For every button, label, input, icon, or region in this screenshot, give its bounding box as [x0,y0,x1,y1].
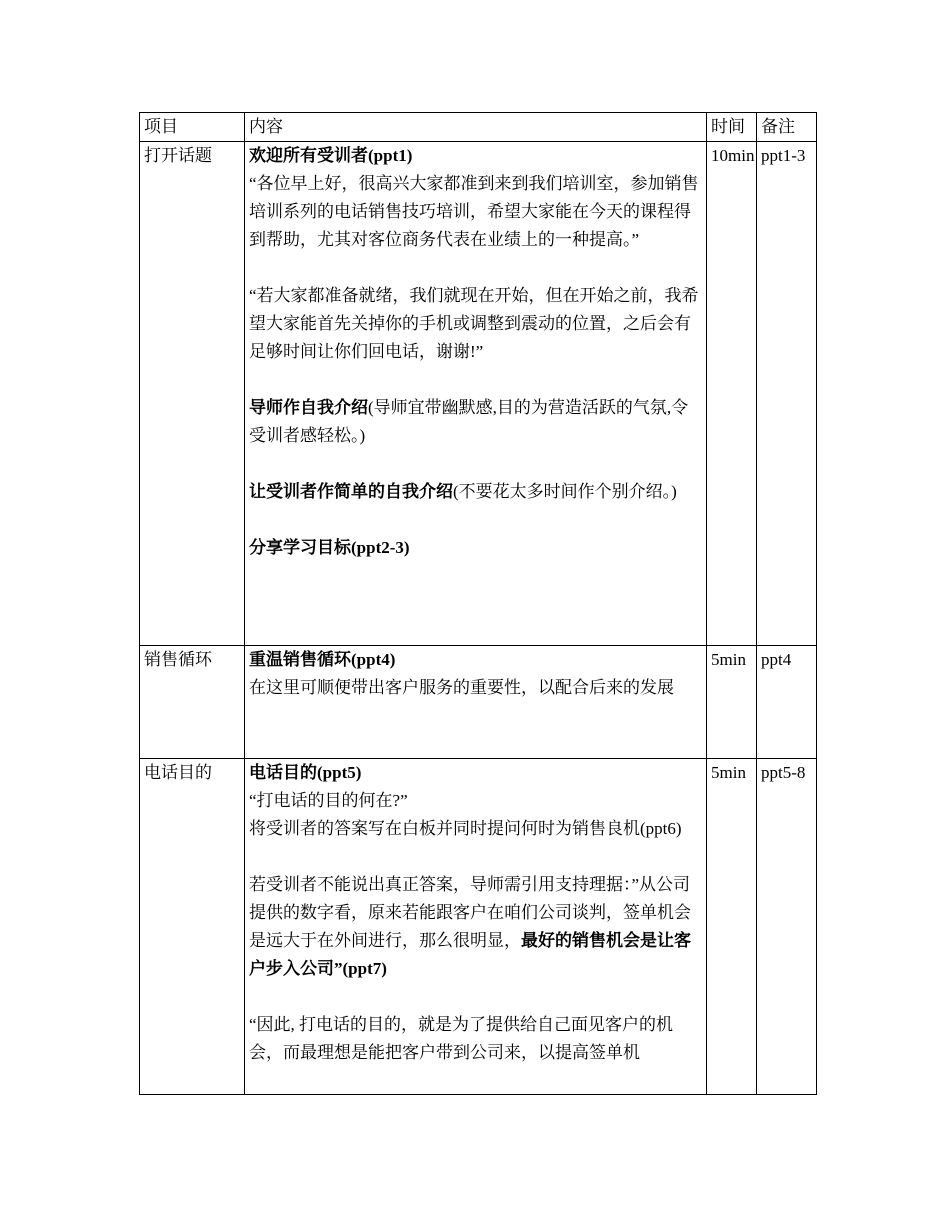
purpose-therefore-text: “因此, 打电话的目的，就是为了提供给自己面见客户的机会，而最理想是能把客户带到公司来，以提高签单机 [249,1015,674,1062]
row-time: 5min [707,759,757,1095]
row-note: ppt4 [757,646,817,759]
trainee-title: 让受训者作简单的自我介绍 [249,482,453,501]
purpose-support [249,871,703,983]
header-content: 内容 [245,113,707,142]
purpose-title: 电话目的(ppt5) [249,763,362,782]
table-row [140,142,817,646]
mentor-intro [249,394,703,450]
welcome-text: “各位早上好，很高兴大家都准到来到我们培训室，参加销售培训系列的电话销售技巧培训，希望大家能在今天的课程得到帮助，尤其对客位商务代表在业绩上的一种提高。” [249,174,699,249]
cycle-text: 在这里可顺便带出客户服务的重要性，以配合后来的发展 [249,678,674,697]
table-header-row [140,113,817,142]
mentor-title: 导师作自我介绍 [249,398,368,417]
row-time: 5min [707,646,757,759]
goals-title: 分享学习目标(ppt2-3) [249,538,410,557]
start-text: “若大家都准备就绪，我们就现在开始，但在开始之前，我希望大家能首先关掉你的手机或调整到震动的位置，之后会有足够时间让你们回电话，谢谢!” [249,286,699,361]
row-note: ppt1-3 [757,142,817,646]
row-item: 电话目的 [140,759,245,1095]
purpose-question: “打电话的目的何在?” [249,791,408,810]
trainee-text: (不要花太多时间作个别介绍。) [453,482,677,501]
support-text: 若受训者不能说出真正答案，导师需引用支持理据：”从公司提供的数字看，原来若能跟客户在咱们公司谈判，签单机会是远大于在外间进行，那么很明显， [249,875,691,950]
training-plan-table [139,112,817,1095]
trainee-intro [249,478,703,506]
cycle-title: 重温销售循环(ppt4) [249,650,396,669]
row-note: ppt5-8 [757,759,817,1095]
table-row [140,646,817,759]
row-content [245,646,707,759]
header-note: 备注 [757,113,817,142]
row-content [245,759,707,1095]
row-time: 10min [707,142,757,646]
row-content [245,142,707,646]
purpose-answer-text: 将受训者的答案写在白板并同时提问何时为销售良机(ppt6) [249,819,682,838]
row-item: 打开话题 [140,142,245,646]
header-item: 项目 [140,113,245,142]
welcome-title: 欢迎所有受训者(ppt1) [249,146,413,165]
row-item: 销售循环 [140,646,245,759]
table-row [140,759,817,1095]
support-bold: 最好的销售机会是让客户步入公司”(ppt7) [249,931,691,978]
mentor-text: (导师宜带幽默感,目的为营造活跃的气氛,令受训者感轻松。) [249,398,689,445]
header-time: 时间 [707,113,757,142]
